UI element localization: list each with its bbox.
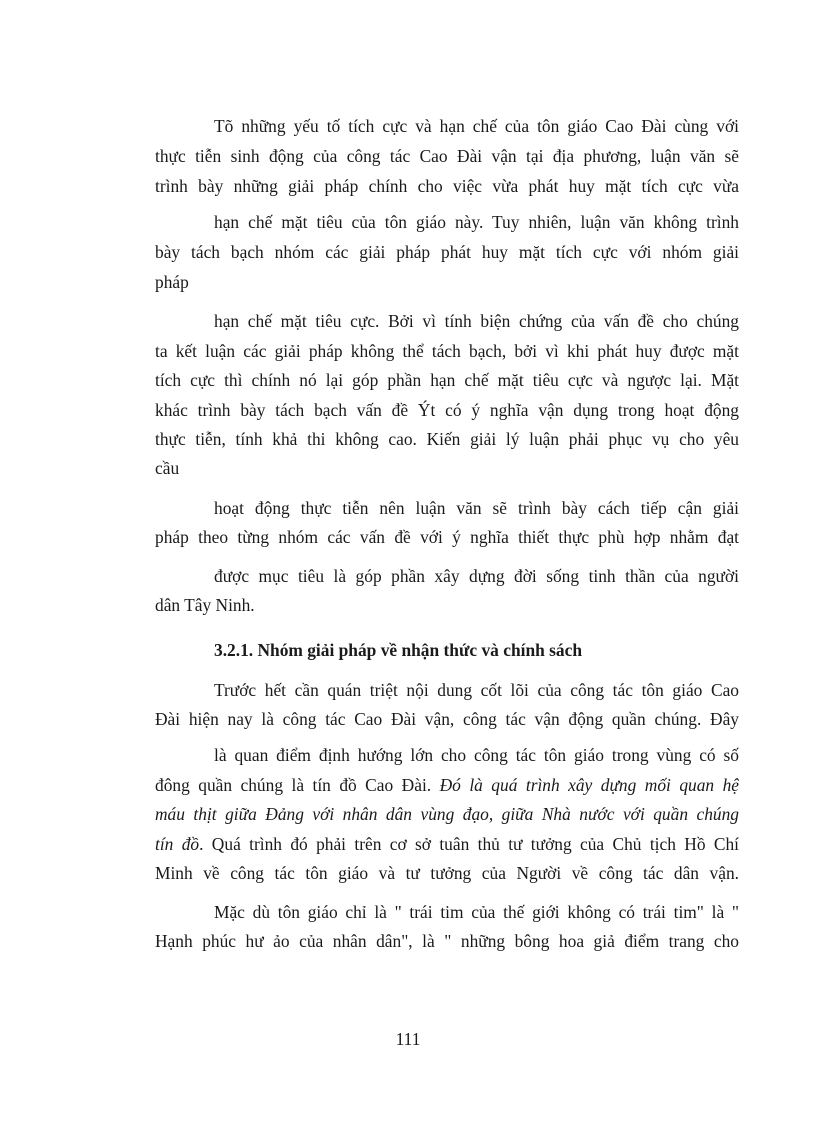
text-line: hạn chế mặt tiêu của tôn giáo này. Tuy nhiên, luận văn không trình (214, 212, 739, 232)
text-line: dân Tây Ninh. (155, 595, 255, 615)
text-line: là quan điểm định hướng lớn cho công tác tôn giáo trong vùng có số (214, 745, 739, 765)
section-heading: 3.2.1. Nhóm giải pháp về nhận thức và chính sách (214, 640, 582, 660)
plain-text: . Quá trình đó phải trên cơ sở tuân thủ tư tưởng của Chủ tịch Hồ Chí (199, 834, 739, 854)
italic-text: Đó là quá trình xây dựng mối quan hệ (439, 775, 739, 795)
text-line: được mục tiêu là góp phần xây dựng đời sống tinh thần của người (214, 566, 739, 586)
text-line: bày tách bạch nhóm các giải pháp phát huy mặt tích cực với nhóm giải (155, 242, 739, 262)
text-line: Mặc dù tôn giáo chỉ là " trái tim của thế giới không có trái tim" là " (214, 902, 739, 922)
text-line: pháp theo từng nhóm các vấn đề với ý nghĩa thiết thực phù hợp nhằm đạt (155, 527, 739, 547)
italic-text-line: máu thịt giữa Đảng với nhân dân vùng đạo, giữa Nhà nước với quần chúng (155, 804, 739, 824)
text-line: Hạnh phúc hư ảo của nhân dân", là " những bông hoa giả điểm trang cho (155, 931, 739, 951)
text-line: Minh về công tác tôn giáo và tư tưởng của Người về công tác dân vận. (155, 863, 739, 883)
text-line: khác trình bày tách bạch vấn đề Ýt có ý nghĩa vận dụng trong hoạt động (155, 400, 739, 420)
page-number: 111 (395, 1029, 421, 1049)
text-line: pháp (155, 272, 189, 292)
text-line: Trước hết cần quán triệt nội dung cốt lõi của công tác tôn giáo Cao (214, 680, 739, 700)
text-line: tích cực thì chính nó lại góp phần hạn chế mặt tiêu cực và ngược lại. Mặt (155, 370, 739, 390)
text-line: Đài hiện nay là công tác Cao Đài vận, công tác vận động quần chúng. Đây (155, 709, 739, 729)
plain-text: đông quần chúng là tín đồ Cao Đài. (155, 775, 440, 795)
text-line: Tõ những yếu tố tích cực và hạn chế của tôn giáo Cao Đài cùng với (214, 116, 739, 136)
italic-text: tín đồ (155, 834, 200, 854)
text-line: cầu (155, 458, 180, 478)
text-line-mixed (155, 833, 739, 855)
text-line: hạn chế mặt tiêu cực. Bởi vì tính biện chứng của vấn đề cho chúng (214, 311, 739, 331)
text-line: trình bày những giải pháp chính cho việc vừa phát huy mặt tích cực vừa (155, 176, 739, 196)
text-line: thực tiễn sinh động của công tác Cao Đài vận tại địa phương, luận văn sẽ (155, 146, 739, 166)
text-line-mixed (155, 774, 739, 796)
text-line: ta kết luận các giải pháp không thể tách bạch, bởi vì khi phát huy được mặt (155, 341, 739, 361)
text-line: hoạt động thực tiễn nên luận văn sẽ trình bày cách tiếp cận giải (214, 498, 739, 518)
text-line: thực tiễn, tính khả thi không cao. Kiến giải lý luận phải phục vụ cho yêu (155, 429, 739, 449)
